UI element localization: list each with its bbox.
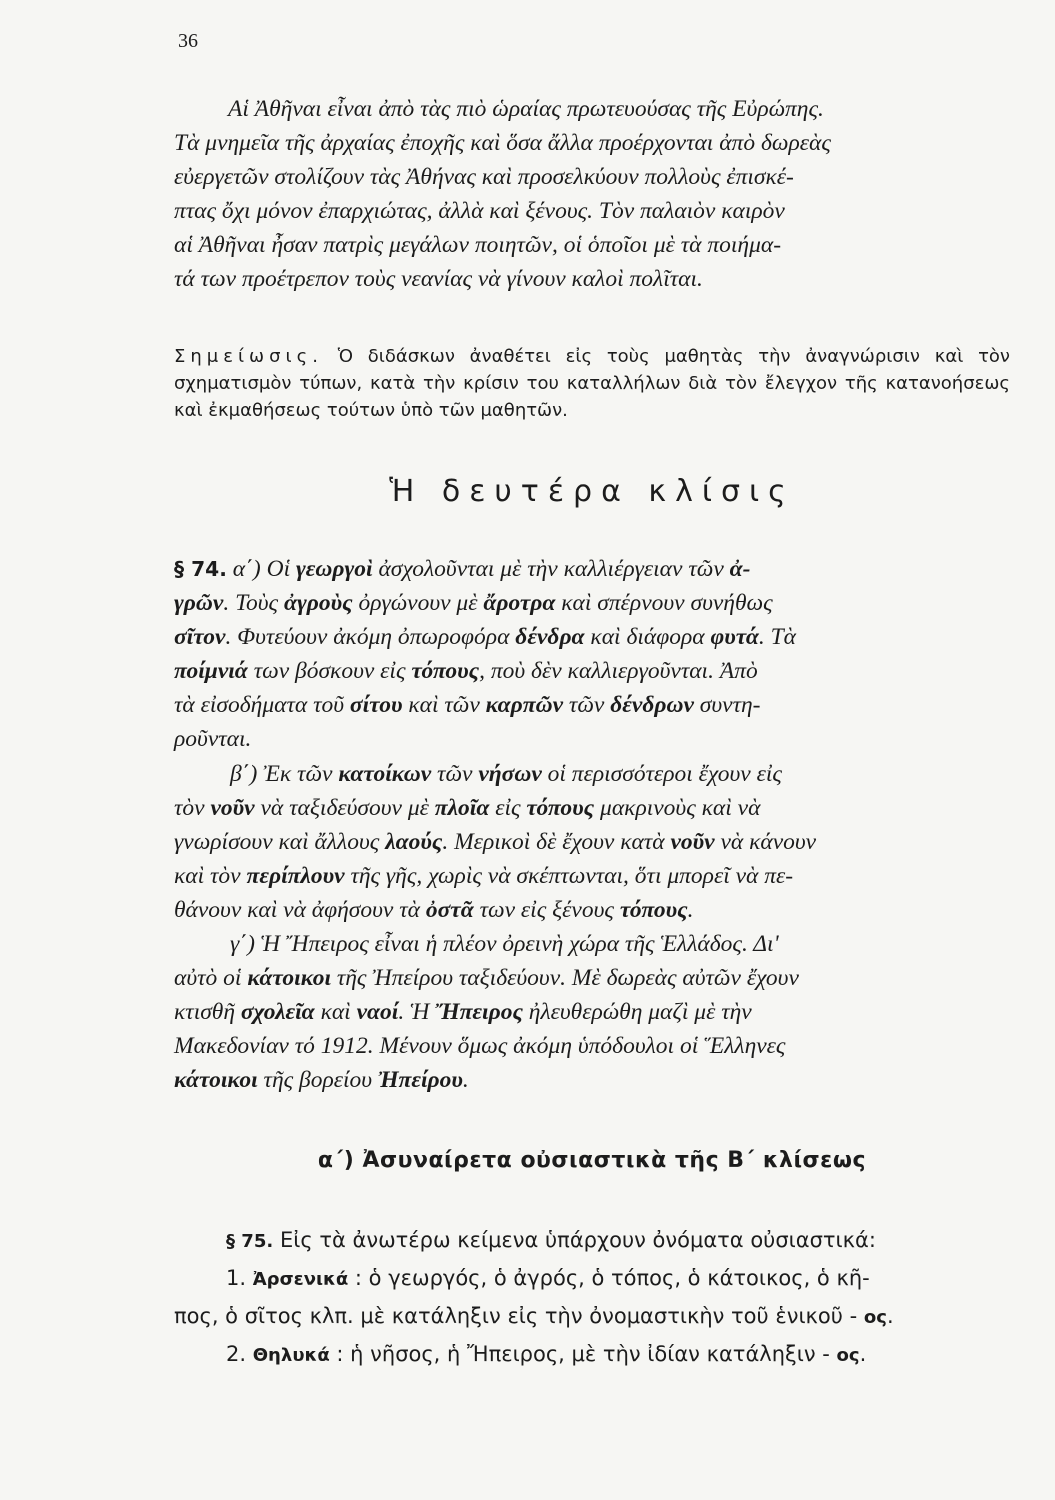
text-line (174, 825, 1010, 859)
intro-line: εὐεργετῶν στολίζουν τὰς Ἀθήνας καὶ προσελκύουν πολλοὺς ἐπισκέ- (174, 164, 794, 190)
text-line (174, 893, 1010, 927)
bold-term: σχολεῖα (240, 999, 315, 1026)
bold-term: κάτοικοι (247, 965, 331, 992)
text-run: καὶ σπέρνουν συνήθως (555, 590, 773, 617)
text-run: Εἰς τὰ ἀνωτέρω κείμενα ὑπάρχουν ὀνόματα οὐσιαστικά: (273, 1228, 876, 1252)
bold-term: κατοίκων (338, 760, 432, 787)
bold-term: περίπλουν (246, 862, 345, 889)
text-line (174, 1029, 1010, 1063)
text-run: των βόσκουν εἰς (247, 658, 412, 685)
text-run: ἠλευθερώθη μαζὶ μὲ τὴν (522, 999, 752, 1026)
text-run: καὶ διάφορα (584, 624, 711, 651)
bold-term: γρῶν (174, 590, 224, 617)
text-run: , ποὺ δὲν καλλιεργοῦνται. Ἀπὸ (479, 658, 758, 685)
text-run: τῆς γῆς, χωρὶς νὰ σκέπτωνται, ὅτι μπορεῖ νὰ πε- (344, 862, 794, 889)
bold-term: Ἤπειρος (435, 999, 523, 1026)
bold-term: νοῦν (210, 794, 255, 821)
text-run: καὶ τῶν (402, 692, 486, 719)
text-run: ὀργώνουν μὲ (352, 590, 484, 617)
text-run: νὰ κάνουν (714, 828, 817, 855)
text-run: ροῦνται. (174, 726, 252, 753)
text-line (174, 620, 1010, 654)
bold-term: σῖτον (174, 624, 226, 651)
note-label: Σημείωσις. (174, 346, 323, 367)
text-run: τὸν (174, 794, 211, 821)
intro-paragraph (174, 92, 1010, 296)
text-line (174, 757, 1010, 791)
text-run: 1. (226, 1266, 253, 1290)
intro-line: Τὰ μνημεῖα τῆς ἀρχαίας ἐποχῆς καὶ ὅσα ἄλλα προέρχονται ἀπὸ δωρεὰς (174, 130, 831, 156)
bold-term: νήσων (478, 760, 542, 787)
bold-term: κάτοικοι (174, 1067, 258, 1094)
text-line (174, 791, 1010, 825)
text-run: καὶ τὸν (174, 862, 247, 889)
intro-line: Αἱ Ἀθῆναι εἶναι ἀπὸ τὰς πιὸ ὡραίας πρωτευούσας τῆς Εὐρώπης. (228, 96, 824, 122)
bold-term: Θηλυκά (252, 1345, 330, 1366)
text-line (174, 722, 1010, 756)
bold-term: τόπους (411, 658, 480, 685)
text-line (174, 654, 1010, 688)
bold-term: τόπους (526, 794, 595, 821)
text-run: α΄) Οἱ (226, 556, 297, 582)
text-run: συντη- (693, 692, 761, 719)
section-heading-second-declension: Ἡ δευτέρα κλίσις (389, 474, 795, 509)
bold-term: σίτου (349, 692, 403, 719)
text-line (174, 1336, 1010, 1374)
section-75-body (174, 1222, 1010, 1374)
text-line (174, 552, 1010, 586)
bold-term: § 74. (174, 557, 227, 581)
bold-term: Ἠπείρου (377, 1067, 463, 1094)
text-run: τῶν (563, 692, 611, 719)
bold-term: ἄροτρα (483, 590, 556, 617)
text-run: 2. (226, 1342, 253, 1366)
note-paragraph (174, 343, 1010, 424)
bold-term: ποίμνιά (174, 658, 248, 685)
text-run: γνωρίσουν καὶ ἄλλους (174, 828, 386, 855)
bold-term: λαούς (385, 828, 443, 855)
bold-term: § 75. (226, 1231, 274, 1252)
text-run: . (886, 1304, 894, 1328)
bold-term: ὀστᾶ (425, 896, 474, 923)
text-run: κτισθῆ (174, 999, 241, 1026)
note-text: Ὁ διδάσκων ἀναθέτει εἰς τοὺς μαθητὰς τὴν ἀναγνώρισιν καὶ τὸν σχηματισμὸν τύπων, κατὰ τὴν κρίσιν του καταλλήλων διὰ τὸν ἔλεγχον τῆς κατανοήσεως καὶ ἐκμαθήσεως τούτων ὑπὸ τῶν μαθητῶν. (174, 346, 1010, 421)
bold-term: πλοῖα (434, 794, 490, 821)
text-run: θάνουν καὶ νὰ ἀφήσουν τὰ (174, 896, 426, 923)
text-run: . (462, 1067, 469, 1094)
text-run: μακρινοὺς καὶ νὰ (594, 794, 761, 821)
text-run: τῆς Ἠπείρου ταξιδεύουν. Μὲ δωρεὰς αὐτῶν ἔχουν (330, 965, 799, 992)
text-run: οἱ περισσότεροι ἔχουν εἰς (541, 760, 782, 787)
text-run: ἀσχολοῦνται μὲ τὴν καλλιέργειαν τῶν (372, 556, 730, 582)
bold-term: ναοί (356, 999, 399, 1026)
text-run: . Φυτεύουν ἀκόμη ὀπωροφόρα (225, 624, 516, 651)
bold-term: Ἀρσενικά (252, 1269, 349, 1290)
intro-line: τά των προέτρεπον τοὺς νεανίας νὰ γίνουν καλοὶ πολῖται. (174, 266, 703, 292)
bold-term: γεωργοὶ (296, 556, 373, 582)
text-line (174, 927, 1010, 961)
bold-term: ος (836, 1345, 860, 1366)
bold-term: ἀ- (729, 556, 751, 582)
text-run: καὶ (314, 999, 357, 1026)
section-heading-contract-nouns: α΄) Ἀσυναίρετα οὐσιαστικὰ τῆς Β΄ κλίσεως (317, 1148, 867, 1173)
text-line (174, 688, 1010, 722)
text-run: . Τοὺς (223, 590, 284, 617)
bold-term: ἀγροὺς (283, 590, 353, 617)
text-run: . Μερικοὶ δὲ ἔχουν κατὰ (442, 828, 671, 855)
text-line (174, 1260, 1010, 1298)
text-run: τῶν (431, 760, 479, 787)
text-line (174, 1298, 1010, 1336)
bold-term: καρπῶν (485, 692, 564, 719)
bold-term: τόπους (619, 896, 688, 923)
text-run: γ΄) Ἡ Ἤπειρος εἶναι ἡ πλέον ὀρεινὴ χώρα τῆς Ἑλλάδος. Δι' (230, 931, 779, 958)
text-run: πος, ὁ σῖτος κλπ. μὲ κατάληξιν εἰς τὴν ὀνομαστικὴν τοῦ ἑνικοῦ - (174, 1304, 864, 1328)
text-line (174, 586, 1010, 620)
text-run: β΄) Ἐκ τῶν (230, 760, 339, 787)
intro-line: αἱ Ἀθῆναι ἦσαν πατρὶς μεγάλων ποιητῶν, οἱ ὁποῖοι μὲ τὰ ποιήμα- (174, 232, 782, 258)
intro-line: πτας ὄχι μόνον ἐπαρχιώτας, ἀλλὰ καὶ ξένους. Τὸν παλαιὸν καιρὸν (174, 198, 785, 224)
text-run: : ὁ γεωργός, ὁ ἀγρός, ὁ τόπος, ὁ κάτοικος, ὁ κῆ- (348, 1266, 870, 1290)
text-line (174, 859, 1010, 893)
text-run: Μακεδονίαν τό 1912. Μένουν ὅμως ἀκόμη ὑπόδουλοι οἱ Ἕλληνες (174, 1033, 786, 1060)
text-run: . (687, 896, 694, 923)
text-run: νὰ ταξιδεύσουν μὲ (254, 794, 435, 821)
text-line (174, 995, 1010, 1029)
text-run: αὐτὸ οἱ (174, 965, 248, 992)
bold-term: φυτά (710, 624, 759, 651)
page-number: 36 (178, 30, 198, 52)
bold-term: δένδρων (610, 692, 694, 719)
text-run: τὰ εἰσοδήματα τοῦ (174, 692, 350, 719)
text-run: εἰς (489, 794, 527, 821)
text-line (174, 1222, 1010, 1260)
text-run: . Ἡ (398, 999, 436, 1026)
text-run: . (859, 1342, 867, 1366)
bold-term: ος (863, 1307, 887, 1328)
text-run: . Τὰ (758, 624, 796, 651)
text-run: : ἡ νῆσος, ἡ Ἤπειρος, μὲ τὴν ἰδίαν κατάληξιν - (329, 1342, 837, 1366)
text-line (174, 1063, 1010, 1097)
bold-term: δένδρα (515, 624, 585, 651)
text-line (174, 961, 1010, 995)
bold-term: νοῦν (670, 828, 715, 855)
text-run: των εἰς ξένους (473, 896, 620, 923)
section-74-body (174, 552, 1010, 1098)
text-run: τῆς βορείου (257, 1067, 378, 1094)
